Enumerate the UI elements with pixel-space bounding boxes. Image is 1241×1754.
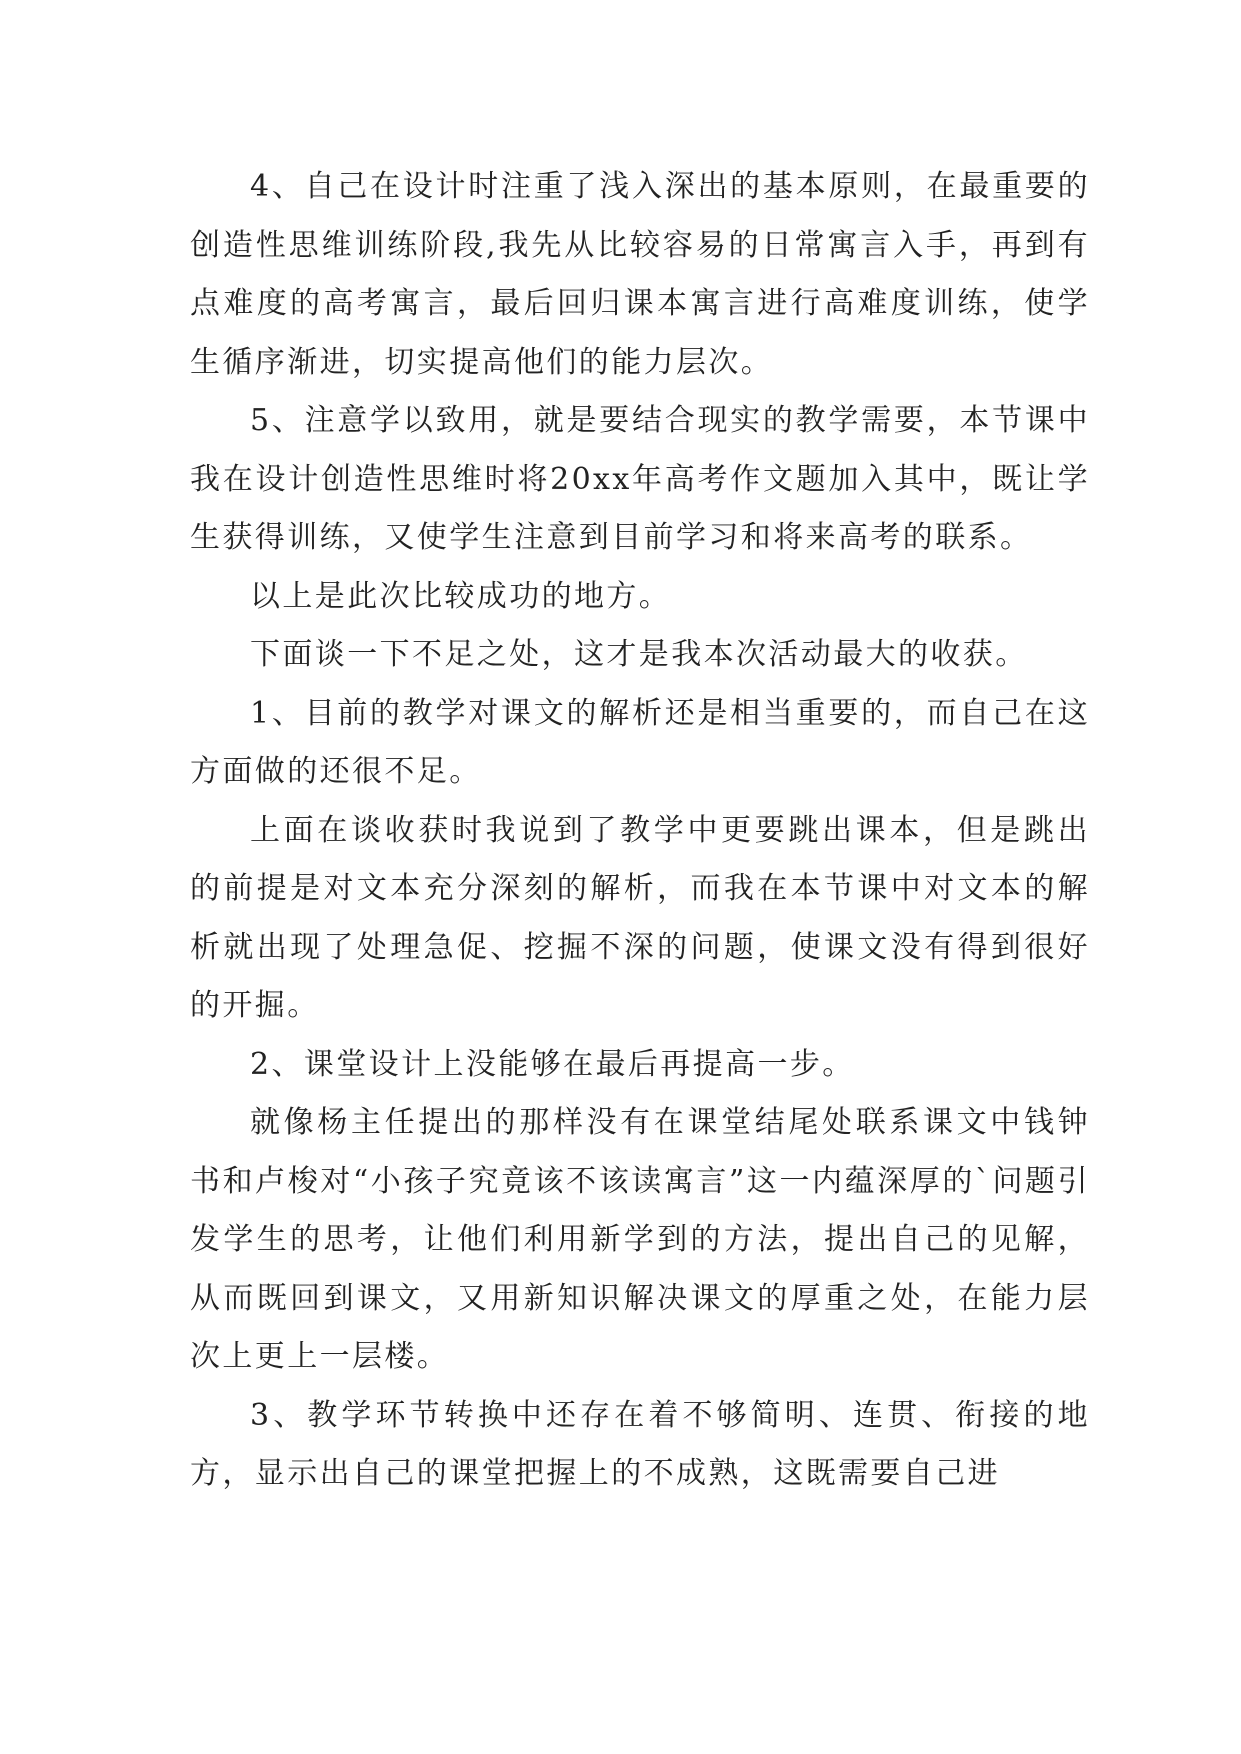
paragraph-principle-4: 4、自己在设计时注重了浅入深出的基本原则，在最重要的创造性思维训练阶段,我先从比较容易的日常寓言入手，再到有点难度的高考寓言，最后回归课本寓言进行高难度训练，使学生循序渐进，切实提高他们的能力层次。	[190, 169, 1090, 380]
paragraph-shortcoming-2: 2、课堂设计上没能够在最后再提高一步。	[250, 1046, 855, 1082]
paragraph-shortcoming-2-detail: 就像杨主任提出的那样没有在课堂结尾处联系课文中钱钟书和卢梭对“小孩子究竟该不该读寓言”这一内蕴深厚的`问题引发学生的思考，让他们利用新学到的方法，提出自己的见解，从而既回到课文，又用新知识解决课文的厚重之处，在能力层次上更上一层楼。	[190, 1105, 1090, 1374]
paragraph-shortcomings-intro: 下面谈一下不足之处，这才是我本次活动最大的收获。	[250, 637, 1028, 672]
paragraph-success-summary: 以上是此次比较成功的地方。	[250, 578, 672, 614]
paragraph-shortcoming-3: 3、教学环节转换中还存在着不够简明、连贯、衔接的地方，显示出自己的课堂把握上的不成熟，这既需要自己进	[190, 1397, 1090, 1491]
document-body	[190, 158, 1090, 1504]
paragraph-shortcoming-1-detail: 上面在谈收获时我说到了教学中更要跳出课本，但是跳出的前提是对文本充分深刻的解析，而我在本节课中对文本的解析就出现了处理急促、挖掘不深的问题，使课文没有得到很好的开掘。	[190, 812, 1090, 1023]
paragraph-shortcoming-1: 1、目前的教学对课文的解析还是相当重要的，而自己在这方面做的还很不足。	[190, 695, 1090, 789]
paragraph-principle-5: 5、注意学以致用，就是要结合现实的教学需要，本节课中我在设计创造性思维时将20xx年高考作文题加入其中，既让学生获得训练，又使学生注意到目前学习和将来高考的联系。	[190, 403, 1090, 555]
